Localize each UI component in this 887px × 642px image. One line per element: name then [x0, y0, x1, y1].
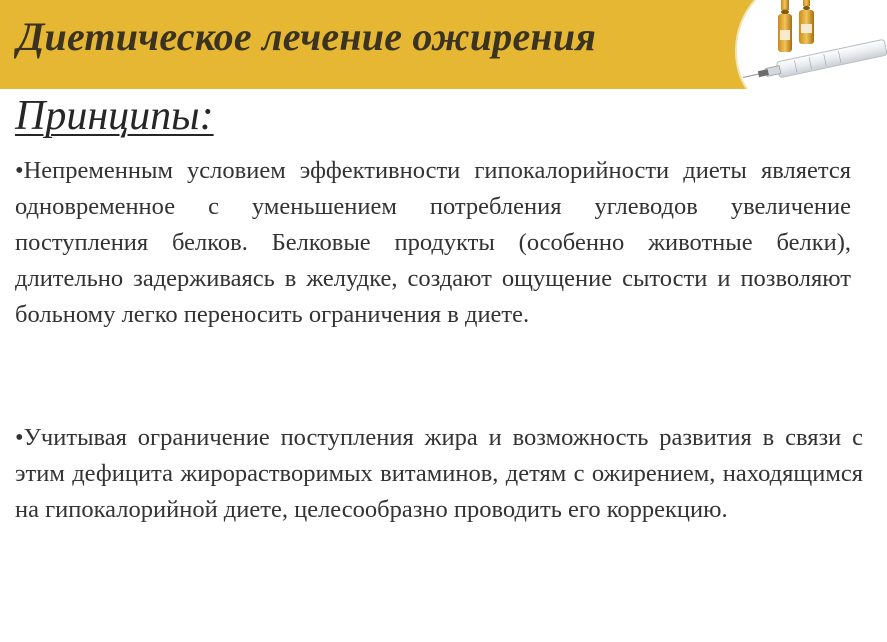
slide-title: Диетическое лечение ожирения [17, 14, 597, 59]
ampoules-syringe-image [725, 0, 887, 89]
section-heading: Принципы: [15, 93, 214, 139]
body-paragraph-2: •Учитывая ограничение поступления жира и возможность развития в связи с этим дефицита жирорастворимых витаминов, детям с ожирением, находящимся на гипокалорийной диете, целесообразно проводить его коррекцию. [15, 424, 863, 523]
body-paragraph-1: •Непременным условием эффективности гипокалорийности диеты является одновременное с уменьшением потребления углеводов увеличение поступления белков. Белковые продукты (особенно животные белки), длительно задерживаясь в желудке, создают ощущение сытости и позволяют больному легко переносить ограничения в диете. [15, 157, 851, 328]
